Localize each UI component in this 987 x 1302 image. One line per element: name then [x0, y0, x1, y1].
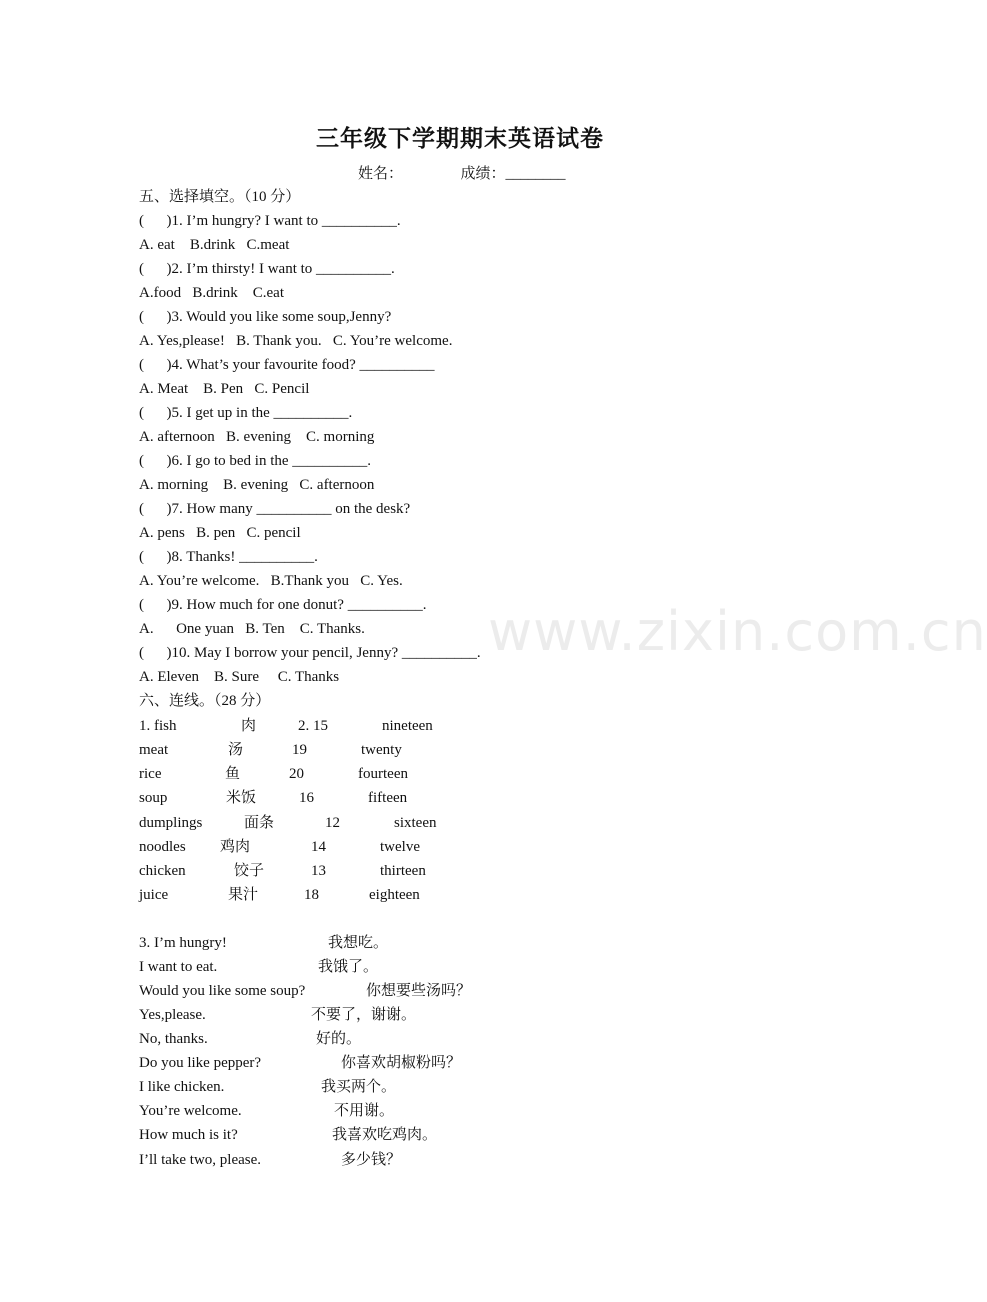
- phrase-english: Yes,please.: [139, 1007, 206, 1023]
- matching-chinese: 果汁: [228, 887, 259, 903]
- phrase-english: No, thanks.: [139, 1031, 208, 1047]
- question: ( )1. I’m hungry? I want to __________.: [139, 213, 401, 229]
- matching-word: meat: [139, 742, 169, 758]
- question: ( )9. How much for one donut? __________.: [139, 597, 427, 613]
- phrase-english: 3. I’m hungry!: [139, 935, 227, 951]
- matching-word: noodles: [139, 839, 186, 855]
- phrase-english: Do you like pepper?: [139, 1055, 262, 1071]
- matching-number: 14: [311, 839, 326, 855]
- question: ( )5. I get up in the __________.: [139, 405, 353, 421]
- phrase-english: I want to eat.: [139, 959, 218, 975]
- phrase-chinese: 多少钱？: [341, 1152, 402, 1168]
- matching-number: 20: [289, 766, 304, 782]
- matching-number: 18: [304, 887, 319, 903]
- phrase-chinese: 不要了，谢谢。: [311, 1007, 417, 1023]
- question: ( )10. May I borrow your pencil, Jenny? __________.: [139, 645, 481, 661]
- matching-number-word: twelve: [380, 839, 420, 855]
- answer-options: A. You’re welcome. B.Thank you C. Yes.: [139, 573, 403, 589]
- matching-number: 2. 15: [298, 718, 328, 734]
- matching-number: 13: [311, 863, 326, 879]
- matching-word: 1. fish: [139, 718, 177, 734]
- phrase-chinese: 我喜欢吃鸡肉。: [332, 1127, 438, 1143]
- matching-chinese: 米饭: [226, 790, 257, 806]
- phrase-chinese: 我想吃。: [328, 935, 389, 951]
- phrase-chinese: 你喜欢胡椒粉吗？: [341, 1055, 462, 1071]
- phrase-english: You’re welcome.: [139, 1103, 242, 1119]
- phrase-english: I’ll take two, please.: [139, 1152, 262, 1168]
- phrase-english: I like chicken.: [139, 1079, 225, 1095]
- name-label: 姓名：: [358, 166, 404, 182]
- matching-word: dumplings: [139, 815, 203, 831]
- answer-options: A. One yuan B. Ten C. Thanks.: [139, 621, 365, 637]
- matching-number: 12: [325, 815, 340, 831]
- question: ( )3. Would you like some soup,Jenny?: [139, 309, 392, 325]
- answer-options: A. afternoon B. evening C. morning: [139, 429, 375, 445]
- matching-chinese: 鸡肉: [220, 839, 251, 855]
- phrase-chinese: 我饿了。: [318, 959, 379, 975]
- matching-number-word: fifteen: [368, 790, 408, 806]
- matching-word: chicken: [139, 863, 186, 879]
- matching-chinese: 肉: [241, 718, 257, 734]
- matching-number: 19: [292, 742, 307, 758]
- answer-options: A. morning B. evening C. afternoon: [139, 477, 375, 493]
- matching-word: soup: [139, 790, 168, 806]
- matching-chinese: 饺子: [234, 863, 265, 879]
- phrase-chinese: 你想要些汤吗？: [366, 983, 472, 999]
- question: ( )8. Thanks! __________.: [139, 549, 318, 565]
- matching-chinese: 汤: [228, 742, 244, 758]
- answer-options: A. Meat B. Pen C. Pencil: [139, 381, 310, 397]
- score-label: 成绩：________: [460, 166, 566, 182]
- matching-word: juice: [139, 887, 169, 903]
- matching-number: 16: [299, 790, 314, 806]
- question: ( )7. How many __________ on the desk?: [139, 501, 411, 517]
- question: ( )6. I go to bed in the __________.: [139, 453, 372, 469]
- matching-number-word: sixteen: [394, 815, 437, 831]
- matching-chinese: 鱼: [225, 766, 241, 782]
- matching-chinese: 面条: [244, 815, 275, 831]
- question: ( )2. I’m thirsty! I want to __________.: [139, 261, 395, 277]
- section-heading: 五、选择填空。（10 分）: [139, 189, 301, 205]
- answer-options: A. Eleven B. Sure C. Thanks: [139, 669, 340, 685]
- matching-number-word: fourteen: [358, 766, 408, 782]
- answer-options: A.food B.drink C.eat: [139, 285, 284, 301]
- answer-options: A. pens B. pen C. pencil: [139, 525, 301, 541]
- answer-options: A. eat B.drink C.meat: [139, 237, 290, 253]
- phrase-chinese: 不用谢。: [334, 1103, 395, 1119]
- answer-options: A. Yes,please! B. Thank you. C. You’re welcome.: [139, 333, 453, 349]
- matching-number-word: twenty: [361, 742, 402, 758]
- phrase-chinese: 我买两个。: [321, 1079, 397, 1095]
- section-heading: 六、连线。（28 分）: [139, 693, 271, 709]
- page-title: 三年级下学期期末英语试卷: [316, 126, 604, 151]
- student-info-line: [358, 162, 566, 183]
- question: ( )4. What’s your favourite food? __________: [139, 357, 435, 373]
- matching-number-word: thirteen: [380, 863, 426, 879]
- phrase-english: How much is it?: [139, 1127, 238, 1143]
- matching-number-word: eighteen: [369, 887, 420, 903]
- matching-number-word: nineteen: [382, 718, 433, 734]
- phrase-english: Would you like some soup?: [139, 983, 306, 999]
- matching-word: rice: [139, 766, 162, 782]
- phrase-chinese: 好的。: [316, 1031, 362, 1047]
- watermark: www.zixin.com.cn: [488, 600, 987, 663]
